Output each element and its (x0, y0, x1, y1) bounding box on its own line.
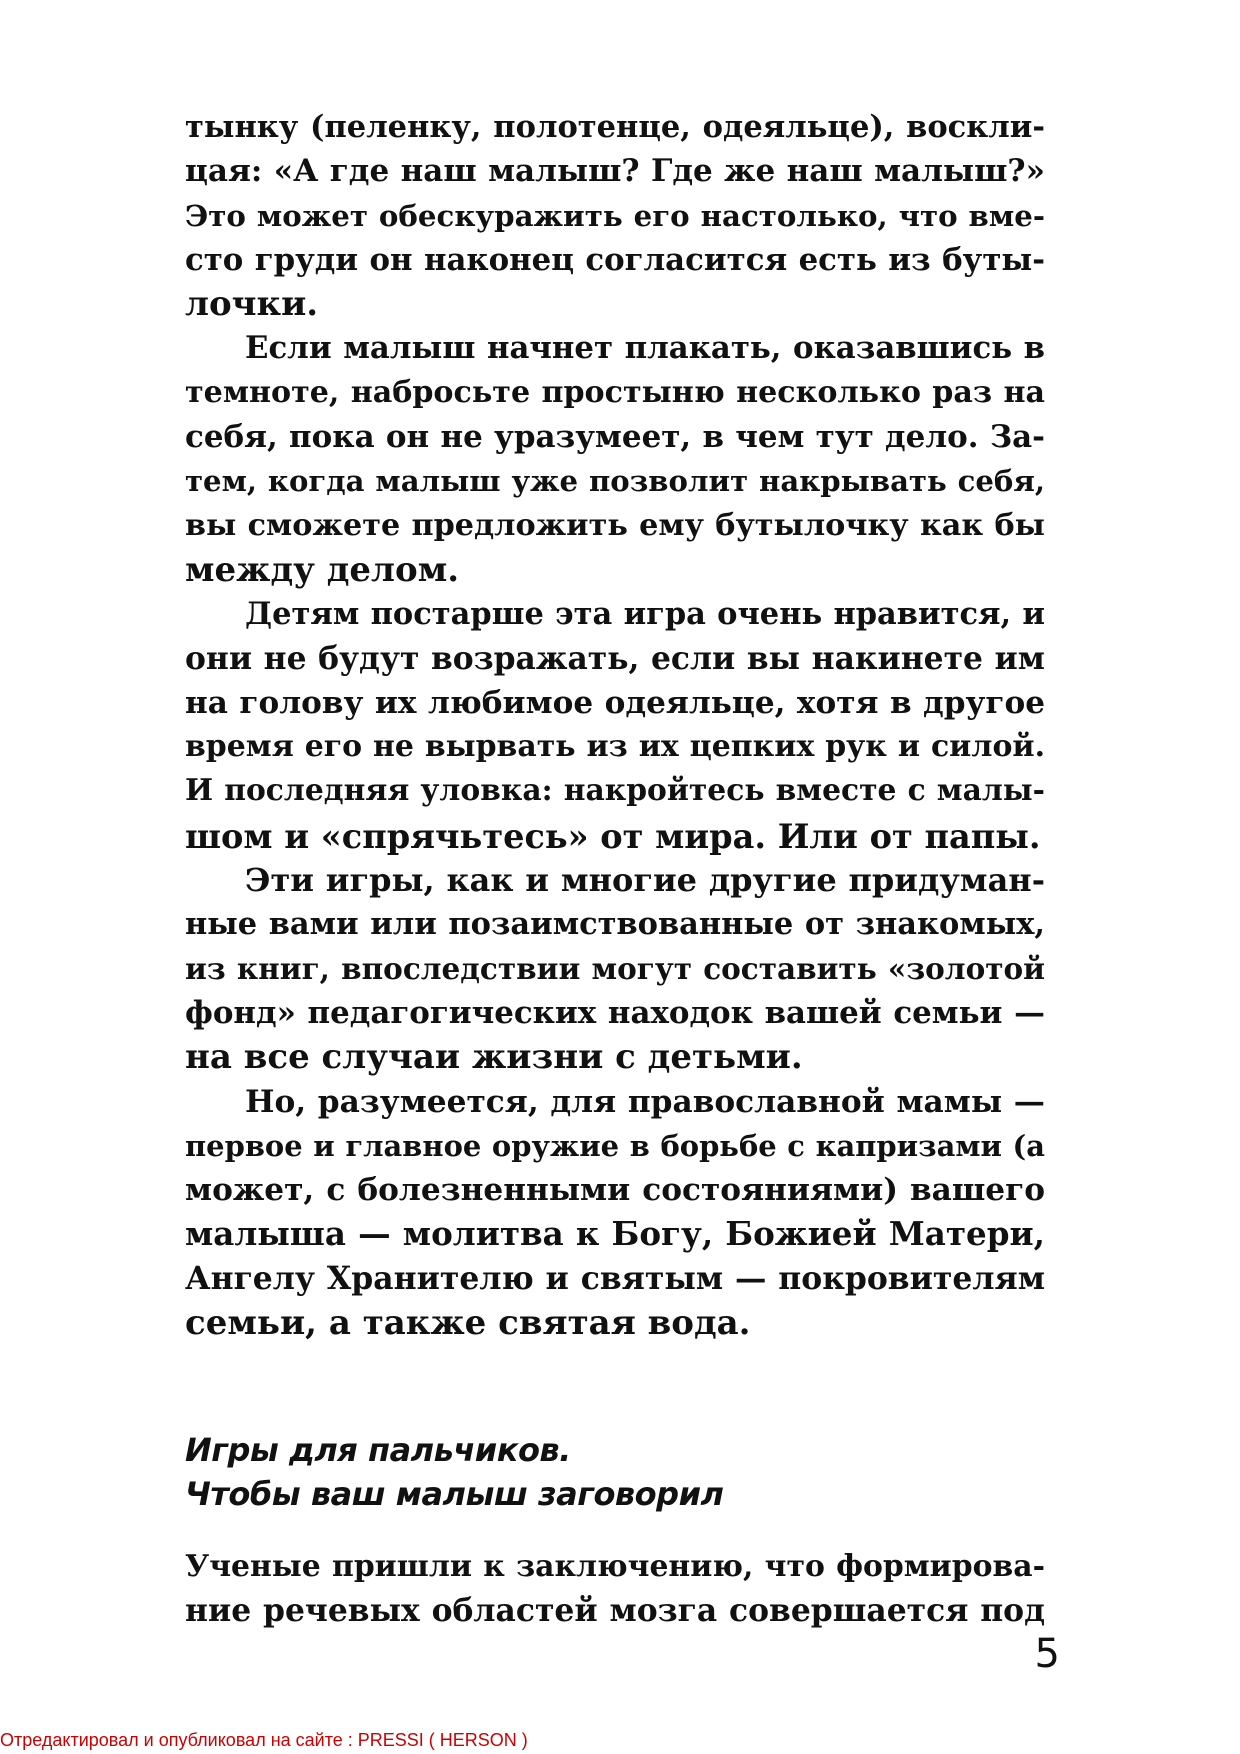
text-line: ние речевых областей мозга совершается под (185, 1593, 1045, 1630)
text-line: ные вами или позаимствованные от знакомых, (185, 906, 1045, 943)
footer-credit: Отредактировал и опубликовал на сайте : PRESSI ( HERSON ) (0, 1730, 528, 1750)
text-line: цая: «А где наш малыш? Где же наш малыш?» (185, 153, 1045, 190)
text-line: из книг, впоследствии могут составить «золотой (185, 950, 1045, 986)
text-line: шом и «спрячьтесь» от мира. Или от папы. (185, 815, 1041, 856)
text-line: Если малыш начнет плакать, оказавшись в (245, 330, 1045, 367)
section-heading-line-1: Игры для пальчиков. (185, 1431, 571, 1469)
text-line: Но, разумеется, для православной мамы — (245, 1083, 1045, 1120)
body-text (185, 105, 1045, 1345)
text-line: лочки. (185, 284, 319, 325)
text-line: на все случаи жизни с детьми. (185, 1037, 803, 1078)
text-line: темноте, набросьте простыню несколько раз на (185, 374, 1045, 410)
section-body-text (185, 1545, 1045, 1634)
text-line: Это может обескуражить его настолько, что вме- (185, 198, 1045, 233)
text-line: может, с болезненными состояниями) вашего (185, 1172, 1045, 1209)
text-line: тынку (пеленку, полотенце, одеяльце), воскли- (185, 109, 1045, 145)
text-line: И последняя уловка: накройтесь вместе с малы- (185, 773, 1045, 809)
text-line: себя, пока он не уразумеет, в чем тут дело. За- (185, 419, 1045, 456)
section-heading (185, 1428, 1045, 1516)
section-heading-line-2: Чтобы ваш малыш заговорил (185, 1475, 724, 1513)
text-line: фонд» педагогических находок вашей семьи — (185, 994, 1045, 1031)
text-line: между делом. (185, 549, 460, 590)
text-line: первое и главное оружие в борьбе с капризами (а (185, 1128, 1045, 1163)
text-line: Ангелу Хранителю и святым — покровителям (185, 1259, 1045, 1297)
text-line: малыша — молитва к Богу, Божией Матери, (185, 1214, 1045, 1254)
text-line: на голову их любимое одеяльце, хотя в другое (185, 684, 1045, 721)
text-line: семьи, а также святая вода. (185, 1303, 751, 1344)
text-line: вы сможете предложить ему бутылочку как бы (185, 507, 1045, 543)
text-line: Ученые пришли к заключению, что формирова- (185, 1549, 1045, 1584)
page-number: 5 (1034, 1631, 1060, 1677)
text-line: Эти игры, как и многие другие придуман- (245, 861, 1045, 900)
text-line: время его не вырвать из их цепких рук и силой. (185, 729, 1045, 765)
text-line: тем, когда малыш уже позволит накрывать себя, (185, 464, 1045, 499)
text-line: сто груди он наконец согласится есть из буты- (185, 241, 1045, 278)
text-line: Детям постарше эта игра очень нравится, и (245, 596, 1045, 633)
text-line: они не будут возражать, если вы накинете им (185, 640, 1045, 677)
